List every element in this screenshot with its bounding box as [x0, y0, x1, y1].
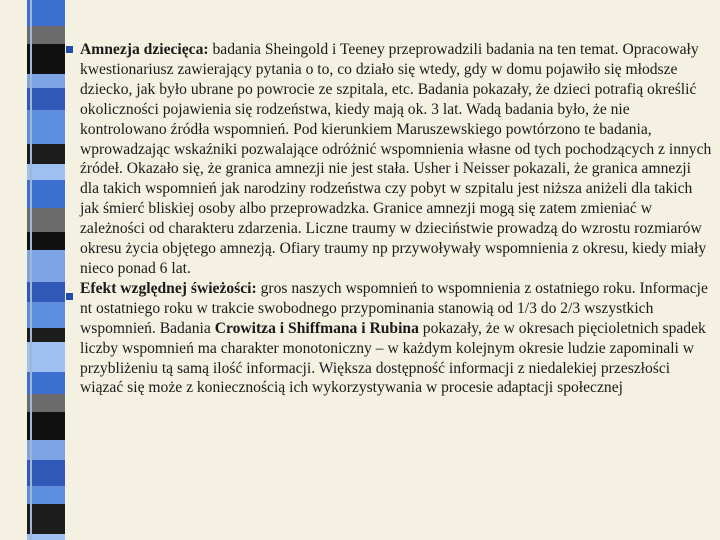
term-heading: Efekt względnej świeżości: — [80, 279, 257, 297]
decorative-block — [27, 460, 65, 486]
decorative-divider-line — [30, 0, 32, 540]
decorative-block — [27, 342, 65, 372]
bullet-square-icon — [66, 293, 73, 300]
paragraph-text — [80, 40, 712, 279]
authors-name: Crowitza i Shiffmana i Rubina — [214, 319, 419, 337]
decorative-block — [27, 412, 65, 440]
decorative-block — [27, 0, 65, 26]
decorative-block — [27, 110, 65, 144]
decorative-block — [27, 534, 65, 540]
body-text: pokazały, że w okresach pięcioletnich spadek liczby wspomnień ma charakter monotoniczny – w każdym kolejnym okresie ludzie zapominali w przybliżeniu tą samą ilość informacji. Większa dostępność informacji z niedalekiej przeszłości wiązać się może z koniecznością ich wykorzystywania w procesie adaptacji społecznej — [80, 319, 706, 397]
decorative-block — [27, 486, 65, 504]
decorative-block — [27, 250, 65, 282]
decorative-block — [27, 328, 65, 342]
decorative-block — [27, 232, 65, 250]
term-heading: Amnezja dziecięca: — [80, 41, 209, 58]
decorative-block — [27, 44, 65, 74]
decorative-block — [27, 372, 65, 394]
paragraph-text — [80, 279, 712, 398]
paragraph-recency-effect — [80, 279, 712, 398]
decorative-block — [27, 208, 65, 232]
decorative-block — [27, 164, 65, 180]
decorative-block — [27, 394, 65, 412]
decorative-block — [27, 302, 65, 328]
decorative-block — [27, 180, 65, 208]
decorative-block — [27, 74, 65, 88]
slide-content — [80, 40, 712, 398]
decorative-block — [27, 440, 65, 460]
paragraph-childhood-amnesia — [80, 40, 712, 279]
decorative-block — [27, 504, 65, 534]
decorative-block — [27, 88, 65, 110]
body-text: badania Sheingold i Teeney przeprowadzili badania na ten temat. Opracowały kwestionariusz zawierający pytania o to, co działo się wtedy, gdy w domu pojawiło się młodsze dziecko, jak było ubrane po powrocie ze szpitala, etc. Badania pokazały, że dzieci potrafią określić okoliczności pojawienia się rodzeństwa, kiedy mają ok. 3 lat. Wadą badania było, że nie kontrolowano źródła wspomnień. Pod kierunkiem Maruszewskiego powtórzono te badania, wprowadzając wskaźniki pozwalające odróżnić wspomnienia własne od tych pochodzących z innych źródeł. Okazało się, że granica amnezji nie jest stała. Usher i Neisser pokazali, że granica amnezji dla takich wspomnień jak narodziny rodzeństwa czy pobyt w szpitalu jest niższa aniżeli dla takich jak śmierć bliskiej osoby albo przeprowadzka. Granice amnezji mogą się zatem zmieniać w zależności od charakteru zdarzenia. Liczne traumy w dzieciństwie prowadzą do wzrostu rozmiarów okresu życia objętego amnezją. Ofiary traumy np przywoływały wspomnienia z okresu, kiedy miały nieco ponad 6 lat. — [80, 41, 712, 277]
decorative-block — [27, 144, 65, 164]
bullet-square-icon — [66, 46, 73, 53]
body-text: gros naszych wspomnień to wspomnienia z ostatniego roku. Informacje nt ostatniego roku w trakcie swobodnego przypominania stanowią od 1/3 do 2/3 wszystkich wspomnień. Badania — [80, 279, 708, 337]
decorative-color-strip — [27, 0, 65, 540]
decorative-block — [27, 26, 65, 44]
decorative-block — [27, 282, 65, 302]
